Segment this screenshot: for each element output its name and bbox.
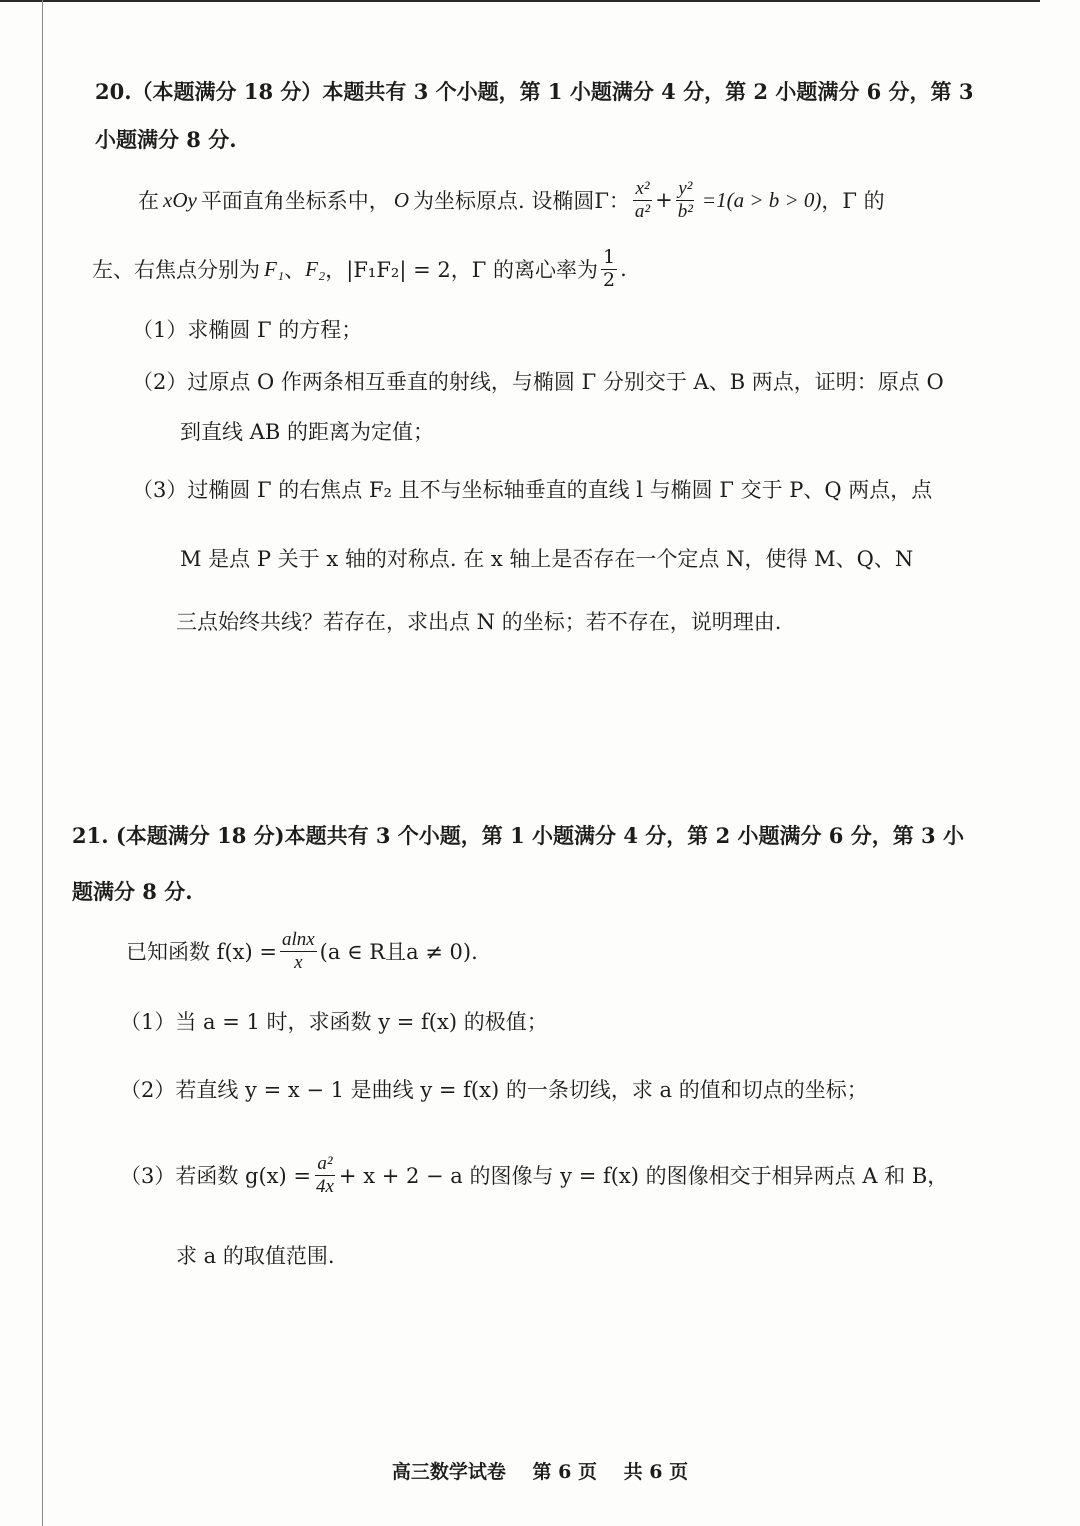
q20-heading-line2: 小题满分 8 分. [95,127,237,152]
q21-heading-line2: 题满分 8 分. [72,879,193,904]
page-footer [0,1457,1080,1484]
q21-sub3-pre: （3）若函数 g(x) = [120,1164,311,1188]
page-left-edge [42,0,43,1526]
q20-heading-line1: 20.（本题满分 18 分）本题共有 3 个小题，第 1 小题满分 4 分，第 2 小题满分 6 分，第 3 [95,79,974,104]
focus-F2: F₂ [305,256,326,281]
ecc-den: 2 [602,268,616,291]
q20-stem-mid: 平面直角坐标系中， [200,189,390,213]
f-den: x [294,951,303,973]
ellipse-den-a: a² [634,200,651,222]
g-den: 4x [315,1175,334,1197]
q21-sub1: （1）当 a = 1 时，求函数 y = f(x) 的极值； [120,1010,548,1034]
ellipse-num-y: y² [678,177,693,199]
q20-sub3-line3: 三点始终共线？若存在，求出点 N 的坐标；若不存在，说明理由. [176,610,782,634]
ellipse-num-x: x² [635,177,650,199]
footer-title: 高三数学试卷 [391,1461,506,1483]
q20-stem-xoy: xOy [163,187,197,212]
footer-page: 第 6 页 [532,1461,597,1483]
q20-sub3-line2: M 是点 P 关于 x 轴的对称点. 在 x 轴上是否存在一个定点 N，使得 M、Q、N [180,547,914,571]
ecc-num: 1 [602,245,616,268]
q20-stem-line1 [138,168,885,232]
g-num: a² [317,1152,333,1174]
q20-stem-O: O [393,187,409,212]
eccentricity-fraction [601,245,617,291]
q20-stem-pre: 在 [138,189,159,213]
q21-heading-line1: 21. (本题满分 18 分)本题共有 3 个小题，第 1 小题满分 4 分，第 2 小题满分 6 分，第 3 小 [72,823,964,848]
q21-sub2: （2）若直线 y = x − 1 是曲线 y = f(x) 的一条切线，求 a 的值和切点的坐标； [120,1078,868,1102]
ellipse-fraction-y [676,179,695,222]
q21-stem [126,920,478,982]
f-num: alnx [281,928,315,950]
q21-stem-pre: 已知函数 f(x) = [126,940,277,964]
g-fraction [314,1154,336,1197]
footer-total: 共 6 页 [623,1461,689,1483]
q20-stem-line2 [92,238,627,300]
focus-F1: F₁ [264,256,285,281]
ellipse-fraction-x [633,179,652,222]
function-fraction [280,930,317,973]
q21-sub3-line2: 求 a 的取值范围. [176,1244,335,1268]
q21-sub3-line1 [120,1140,948,1210]
page-top-edge [0,0,1040,2]
focal-distance: ，|F₁F₂| = 2，Γ 的离心率为 [325,258,598,282]
q20-sub1: （1）求椭圆 Γ 的方程； [132,318,363,342]
ellipse-plus: + [655,188,673,212]
q20-line2-end: . [620,257,627,281]
q20-stem-end: ，Γ 的 [821,189,885,213]
focus-sep: 、 [284,258,306,282]
q20-line2-pre: 左、右焦点分别为 [92,258,260,282]
q20-sub3-line1: （3）过椭圆 Γ 的右焦点 F₂ 且不与坐标轴垂直的直线 l 与椭圆 Γ 交于 P、Q 两点，点 [132,478,933,502]
q20-sub2-line2: 到直线 AB 的距离为定值； [180,420,434,444]
q20-sub2-line1: （2）过原点 O 作两条相互垂直的射线，与椭圆 Γ 分别交于 A、B 两点，证明：原点 O [132,370,944,394]
ellipse-den-b: b² [677,200,693,222]
ellipse-rhs: =1(a > b > 0) [701,187,822,212]
q20-stem-mid2: 为坐标原点. 设椭圆Γ： [412,189,630,213]
q21-sub3-post: + x + 2 − a 的图像与 y = f(x) 的图像相交于相异两点 A 和 B， [338,1164,949,1188]
q21-stem-post: (a ∈ R且a ≠ 0). [319,940,478,964]
